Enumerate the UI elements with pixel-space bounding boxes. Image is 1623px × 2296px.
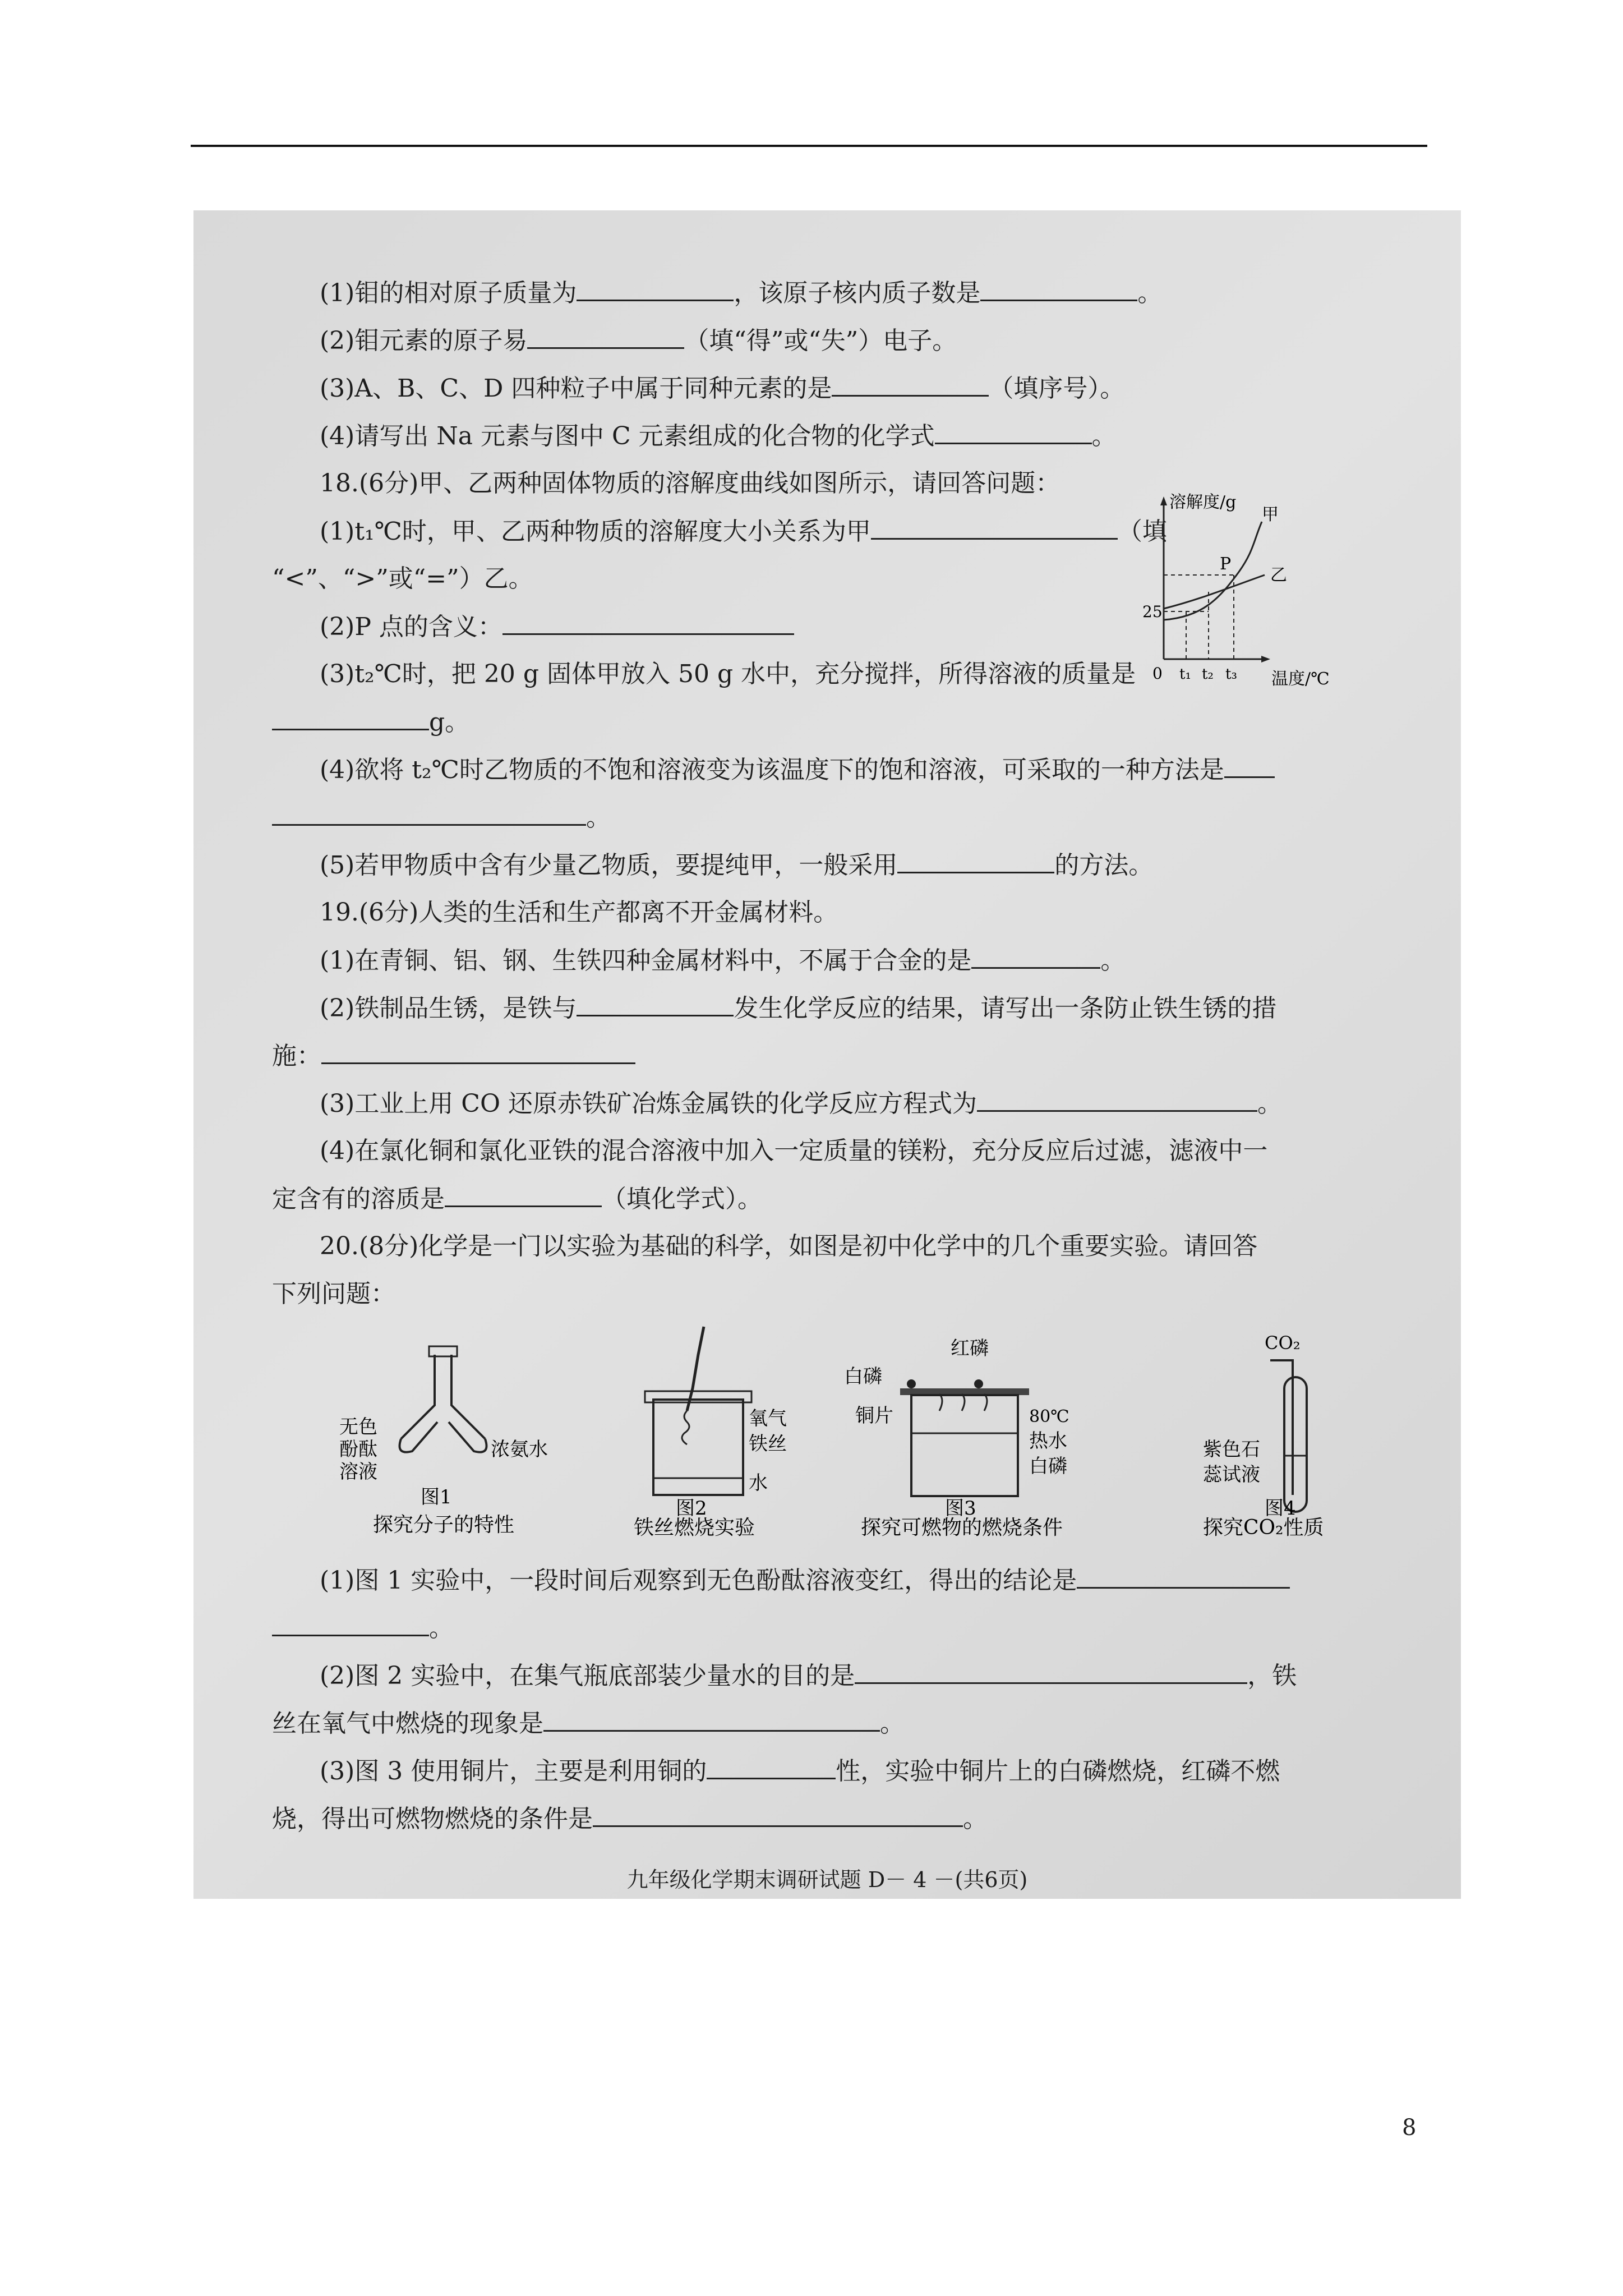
q19-line-4: (4)在氯化铜和氯化亚铁的混合溶液中加入一定质量的镁粉，充分反应后过滤，滤液中一 (320, 1137, 1268, 1165)
svg-text:白磷: 白磷 (844, 1365, 882, 1388)
svg-text:图1: 图1 (421, 1486, 452, 1508)
q19-line-3: (3)工业上用 CO 还原赤铁矿冶炼金属铁的化学反应方程式为 。 (320, 1089, 1283, 1118)
svg-text:图2: 图2 (676, 1497, 707, 1520)
q17-line-2: (2)钼元素的原子易 （填“得”或“失”）电子。 (320, 326, 957, 355)
q19-line-2: (2)铁制品生锈，是铁与 发生化学反应的结果，请写出一条防止铁生锈的措 (320, 994, 1277, 1023)
svg-text:80℃: 80℃ (1029, 1407, 1069, 1427)
exam-footer: 九年级化学期末调研试题 D－ 4 －(共6页) (626, 1867, 1028, 1892)
svg-text:探究可燃物的燃烧条件: 探究可燃物的燃烧条件 (861, 1516, 1063, 1539)
svg-text:铜片: 铜片 (855, 1405, 893, 1427)
q20-title: 20.(8分)化学是一门以实验为基础的科学，如图是初中化学中的几个重要实验。请回答 (320, 1232, 1258, 1260)
point-p-label: P (1220, 554, 1232, 574)
q20-line-3: (3)图 3 使用铜片，主要是利用铜的 性，实验中铜片上的白磷燃烧，红磷不燃 (320, 1757, 1280, 1786)
q20-title-b: 下列问题： (272, 1280, 395, 1308)
origin-label: 0 (1152, 664, 1163, 683)
exam-page-photo (193, 210, 1461, 1899)
q20-line-1: (1)图 1 实验中，一段时间后观察到无色酚酞溶液变红，得出的结论是 (320, 1568, 1290, 1593)
q18-line-3: (3)t₂℃时，把 20 g 固体甲放入 50 g 水中，充分搅拌，所得溶液的质量是 (320, 660, 1136, 688)
q19-line-4b: 定含有的溶质是 （填化学式）。 (272, 1185, 762, 1213)
svg-text:无色: 无色 (339, 1416, 377, 1438)
svg-text:CO₂: CO₂ (1265, 1332, 1301, 1354)
curve-yi (1164, 575, 1265, 609)
svg-text:浓氨水: 浓氨水 (491, 1438, 548, 1461)
series-yi-label: 乙 (1270, 565, 1287, 585)
svg-text:氧气: 氧气 (749, 1407, 787, 1430)
q18-line-4b: 。 (272, 805, 611, 830)
figure-3 (844, 1337, 1069, 1539)
x-tick-t2: t₂ (1202, 666, 1214, 683)
chart-ylabel: 溶解度/g (1169, 493, 1237, 512)
q20-line-2: (2)图 2 实验中，在集气瓶底部装少量水的目的是 ，铁 (320, 1662, 1297, 1690)
svg-text:紫色石: 紫色石 (1203, 1438, 1260, 1461)
x-tick-t3: t₃ (1225, 666, 1237, 683)
q17-line-3: (3)A、B、C、D 四种粒子中属于同种元素的是 （填序号）。 (320, 374, 1125, 403)
svg-text:探究分子的特性: 探究分子的特性 (373, 1513, 515, 1536)
q20-line-1b: 。 (272, 1616, 454, 1641)
figure-1 (339, 1346, 548, 1536)
svg-text:水: 水 (749, 1472, 768, 1494)
q17-line-1: (1)钼的相对原子质量为 ，该原子核内质子数是 。 (320, 279, 1163, 307)
q18-title: 18.(6分)甲、乙两种固体物质的溶解度曲线如图所示，请回答问题： (320, 469, 1061, 498)
q19-line-2b: 施： (272, 1043, 635, 1069)
q20-line-2b: 丝在氧气中燃烧的现象是 。 (272, 1709, 905, 1738)
q19-title: 19.(6分)人类的生活和生产都离不开金属材料。 (320, 898, 838, 927)
svg-text:探究CO₂性质: 探究CO₂性质 (1203, 1516, 1324, 1539)
y-tick-25: 25 (1142, 602, 1163, 621)
figure-4 (1203, 1332, 1324, 1539)
svg-text:溶液: 溶液 (339, 1461, 377, 1483)
svg-text:图3: 图3 (945, 1497, 976, 1520)
svg-text:热水: 热水 (1029, 1430, 1067, 1452)
q17-line-4: (4)请写出 Na 元素与图中 C 元素组成的化合物的化学式 。 (320, 422, 1117, 450)
q18-line-5: (5)若甲物质中含有少量乙物质，要提纯甲，一般采用 的方法。 (320, 851, 1154, 880)
header-rule (191, 145, 1427, 147)
q18-line-3b: g。 (272, 710, 469, 735)
solubility-chart (1141, 491, 1377, 693)
svg-text:图4: 图4 (1265, 1497, 1296, 1520)
q18-line-2: (2)P 点的含义： (320, 614, 794, 639)
experiment-figures (317, 1321, 1438, 1545)
x-tick-t1: t₁ (1179, 666, 1191, 683)
chart-x-arrow (1261, 656, 1270, 662)
q18-line-4: (4)欲将 t₂℃时乙物质的不饱和溶液变为该温度下的饱和溶液，可采取的一种方法是 (320, 757, 1275, 783)
q18-line-1b: “<”、“>”或“=”）乙。 (272, 564, 533, 593)
q18-line-1: (1)t₁℃时，甲、乙两种物质的溶解度大小关系为甲 （填 (320, 517, 1167, 546)
figure-2 (634, 1327, 787, 1539)
chart-y-arrow (1160, 496, 1167, 505)
svg-text:蕊试液: 蕊试液 (1203, 1464, 1260, 1486)
svg-text:铁丝燃烧实验: 铁丝燃烧实验 (634, 1516, 755, 1539)
series-jia-label: 甲 (1262, 505, 1279, 524)
chart-xlabel: 温度/℃ (1271, 669, 1330, 689)
svg-text:铁丝: 铁丝 (749, 1433, 787, 1455)
svg-text:酚酞: 酚酞 (339, 1438, 377, 1461)
svg-text:白磷: 白磷 (1029, 1455, 1067, 1478)
page-number: 8 (1402, 2115, 1417, 2141)
svg-text:红磷: 红磷 (951, 1337, 989, 1360)
q20-line-3b: 烧，得出可燃物燃烧的条件是 。 (272, 1805, 988, 1833)
q19-line-1: (1)在青铜、铝、钢、生铁四种金属材料中，不属于合金的是 。 (320, 946, 1126, 975)
